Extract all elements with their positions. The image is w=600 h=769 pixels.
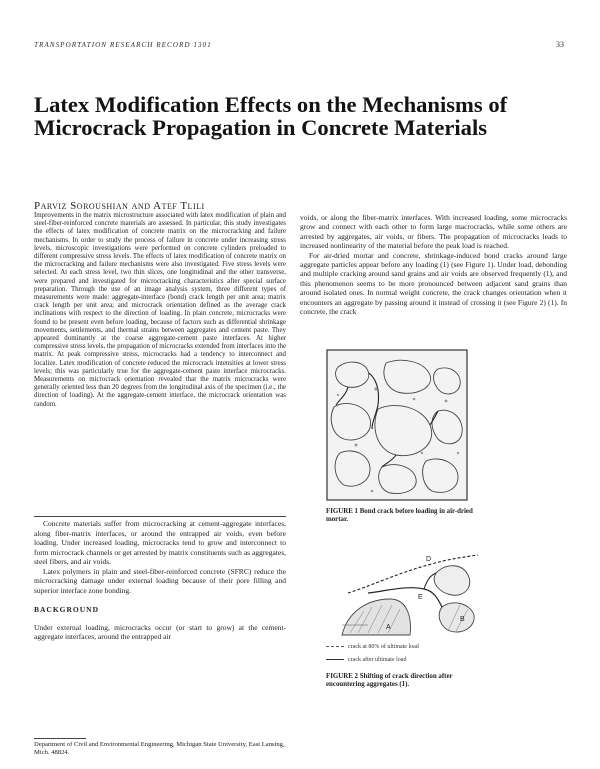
dashed-line-sample	[326, 646, 344, 647]
figure-2-legend-dashed	[326, 644, 506, 650]
page-number: 33	[556, 40, 564, 49]
figure-1-drawing	[326, 349, 468, 501]
body-paragraph: Under external loading, microcracks occur (or start to grow) at the cement-aggregate interfaces, around the entrapped air	[34, 622, 286, 641]
figure-1-bond-crack-illustration	[326, 349, 468, 501]
figure-2-drawing	[338, 547, 485, 639]
figure-2-label-d: D	[426, 556, 432, 563]
body-paragraph: Concrete materials suffer from microcracking at cement-aggregate interfaces, along fiber-matrix interfaces, or around the entrapped air voids, even before loading. Under increased loading, microcracks tend to grow and interconnect to form microcrack channels or get arrested by matrix constituents such as aggregates, steel fibers, and air voids.	[34, 519, 286, 566]
figure-2-crack-shift-illustration	[338, 547, 485, 639]
author-line: Parviz Soroushian and Atef Tlili	[34, 200, 205, 212]
section-heading-background: BACKGROUND	[34, 605, 100, 614]
body-right-column	[300, 213, 567, 316]
body-paragraph: Latex polymers in plain and steel-fiber-reinforced concrete (SFRC) reduce the microcracking damage under external loading because of their pore filling and superior interface zone bonding.	[34, 566, 286, 595]
legend-dashed-label: crack at 80% of ultimate load	[348, 644, 419, 650]
body-paragraph: voids, or along the fiber-matrix interfaces. With increased loading, some microcracks grow and connect with each other to form large macrocracks, while some others are arrested by aggregates, air voids, or fibers. The propagation of microcracks leads to increased nonlinearity of the material before the peak load is reached.	[300, 213, 567, 251]
abstract-text: Improvements in the matrix microstructure associated with latex modification of plain and steel-fiber-reinforced concrete materials are assessed. In particular, this study investigates the effects of latex modification of concrete matrix on the microcracking and failure mechanisms. In order to study the process of failure in concrete under increasing stress levels, microscopic investigations were performed on concrete cylinders preloaded to different compressive stress levels. The effects of latex modification of concrete matrix on the microcracking and failure mechanisms were also investigated. Five stress levels were selected. At each stress level, two thin slices, one longitudinal and the other transverse, were prepared and investigated for microcracking characteristics after special surface preparation. Through the use of an image analysis system, three different types of measurements were made: aggregate-interface (bond) crack length per unit area; matrix crack length per unit area; and microcrack orientation defined as the average crack inclinations with respect to the direction of loading. In plain concrete, microcracks were found to be present even before loading, because of factors such as differential shrinkage movements, settlements, and thermal strains between aggregates and cement paste. They appeared dominantly at the coarse aggregate-cement paste interfaces. At higher compressive stress levels, the propagation of microcracks extended from interfaces into the matrix. At peak compressive stress, microcracks had a tendency to interconnect and localize. Latex modification of concrete reduced the microcrack intensities at lower stress levels; this was particularly true for the aggregate-cement paste interface microcracks. Measurements on microcrack orientation revealed that the matrix microcracks were generally oriented less than 20 degrees from the longitudinal axis of the specimen (i.e., the direction of loading). At the aggregate-cement interface, the microcrack orientation was random.	[34, 212, 286, 408]
figure-1-caption: FIGURE 1 Bond crack before loading in air-dried mortar.	[326, 508, 473, 523]
abstract-divider	[34, 516, 286, 517]
paper-title: Latex Modification Effects on the Mechanisms of Microcrack Propagation in Concrete Materials	[34, 92, 508, 141]
figure-2-legend-solid	[326, 657, 506, 663]
author-affiliation-footnote: Department of Civil and Environmental Engineering, Michigan State University, East Lansing, Mich. 48824.	[34, 741, 285, 756]
body-left-column	[34, 519, 286, 642]
figure-2-label-a: A	[386, 624, 391, 631]
figure-2-caption: FIGURE 2 Shifting of crack direction after encountering aggregates (1).	[326, 673, 453, 688]
solid-line-sample	[326, 659, 344, 660]
abstract	[34, 212, 286, 409]
figure-2-label-b: B	[460, 616, 465, 623]
running-head: TRANSPORTATION RESEARCH RECORD 1301	[34, 41, 212, 49]
footnote-divider	[34, 738, 86, 739]
figure-2-label-e: E	[418, 594, 423, 601]
body-paragraph: For air-dried mortar and concrete, shrinkage-induced bond cracks around large aggregate particles appear before any loading (1) (see Figure 1). Under load, debonding and multiple cracking around sand grains and air voids are observed frequently (1), and this phenomenon seems to be more pronounced between adjacent sand grains than around isolated ones. In normal weight concrete, the crack changes orientation when it encounters an aggregate by passing around it instead of crossing it (see Figure 2) (1). In concrete, the crack	[300, 250, 567, 317]
legend-solid-label: crack after ultimate load	[348, 657, 407, 663]
